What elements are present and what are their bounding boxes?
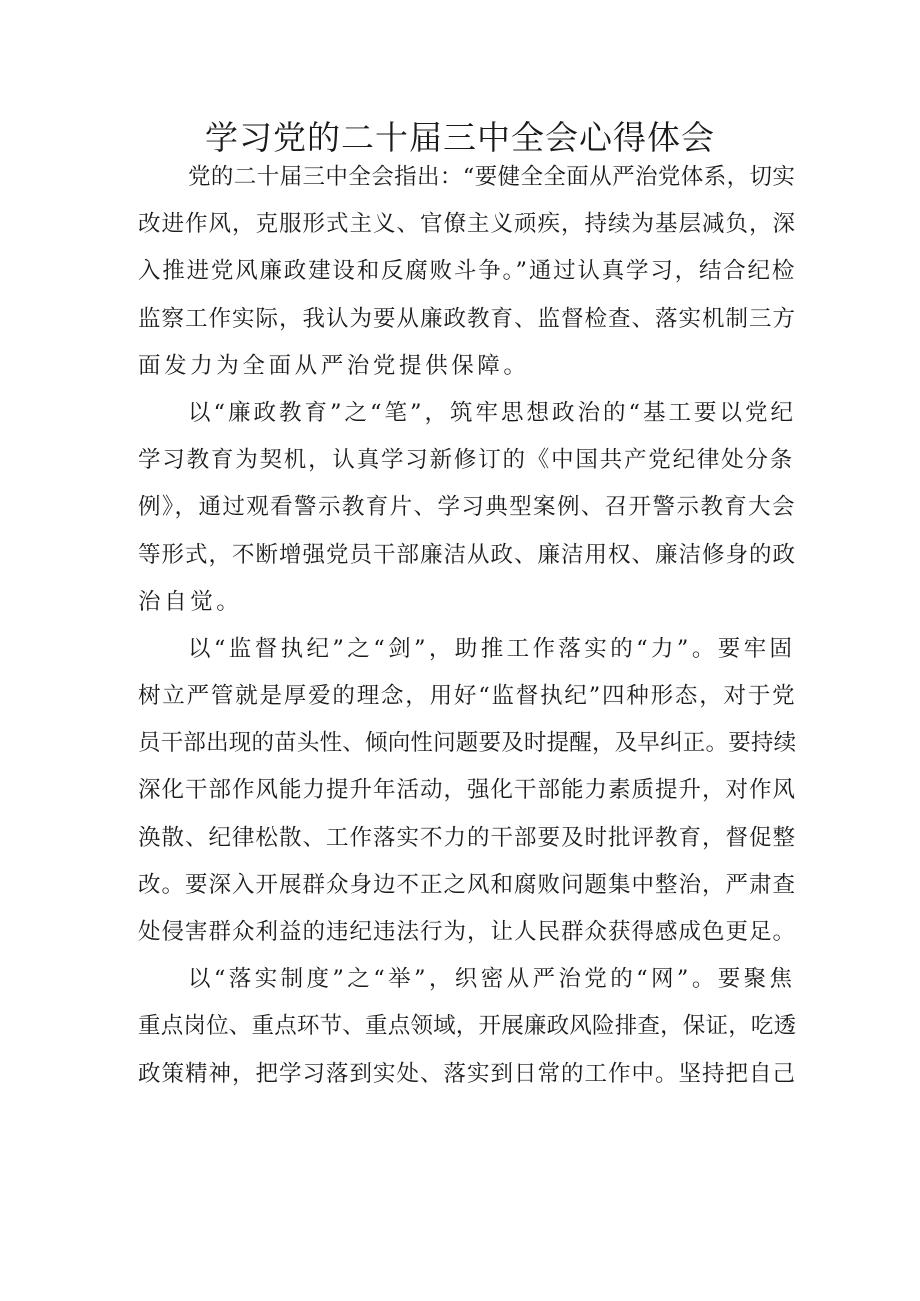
paragraph-line: 例》，通过观看警示教育片、学习典型案例、召开警示教育大会: [138, 494, 796, 521]
paragraph-line: 树立严管就是厚爱的理念，用好“监督执纪”四种形态，对于党: [138, 683, 797, 710]
paragraph-line: 改。要深入开展群众身边不正之风和腐败问题集中整治，严肃查: [138, 871, 797, 898]
paragraph-line: 深化干部作风能力提升年活动，强化干部能力素质提升，对作风: [138, 777, 797, 804]
paragraph-line: 改进作风，克服形式主义、官僚主义顽疾，持续为基层减负，深: [138, 211, 797, 238]
paragraph-line: 以“落实制度”之“举”，织密从严治党的“网”。要聚焦: [188, 966, 796, 993]
paragraph-line: 政策精神，把学习落到实处、落实到日常的工作中。坚持把自己: [138, 1060, 797, 1087]
paragraph-line: 员干部出现的苗头性、倾向性问题要及时提醒，及早纠正。要持续: [138, 730, 797, 757]
paragraph-line: 涣散、纪律松散、工作落实不力的干部要及时批评教育，督促整: [138, 824, 797, 851]
paragraph-line: 治自觉。: [138, 588, 243, 615]
paragraph-line: 重点岗位、重点环节、重点领域，开展廉政风险排查，保证，吃透: [138, 1013, 797, 1040]
paragraph-line: 面发力为全面从严治党提供保障。: [138, 352, 530, 379]
paragraph-line: 处侵害群众利益的违纪违法行为，让人民群众获得感成色更足。: [138, 919, 797, 945]
document-body: [138, 154, 798, 1098]
paragraph-2: [138, 390, 798, 626]
paragraph-3: [138, 626, 798, 956]
paragraph-line: 以“廉政教育”之“笔”，筑牢思想政治的“基工要以党纪: [188, 399, 797, 426]
paragraph-line: 以“监督执纪”之“剑”，助推工作落实的“力”。要牢固: [188, 635, 796, 662]
paragraph-line: 学习教育为契机，认真学习新修订的《中国共产党纪律处分条: [138, 447, 795, 474]
paragraph-line: 入推进党风廉政建设和反腐败斗争。”通过认真学习，结合纪检: [138, 258, 797, 285]
document-title: 学习党的二十届三中全会心得体会: [205, 118, 715, 157]
paragraph-line: 监察工作实际，我认为要从廉政教育、监督检查、落实机制三方: [138, 305, 797, 332]
paragraph-line: 等形式，不断增强党员干部廉洁从政、廉洁用权、廉洁修身的政: [138, 541, 797, 568]
paragraph-line: 党的二十届三中全会指出：“要健全全面从严治党体系，切实: [188, 164, 796, 190]
paragraph-4: [138, 956, 798, 1098]
paragraph-1: [138, 154, 798, 390]
